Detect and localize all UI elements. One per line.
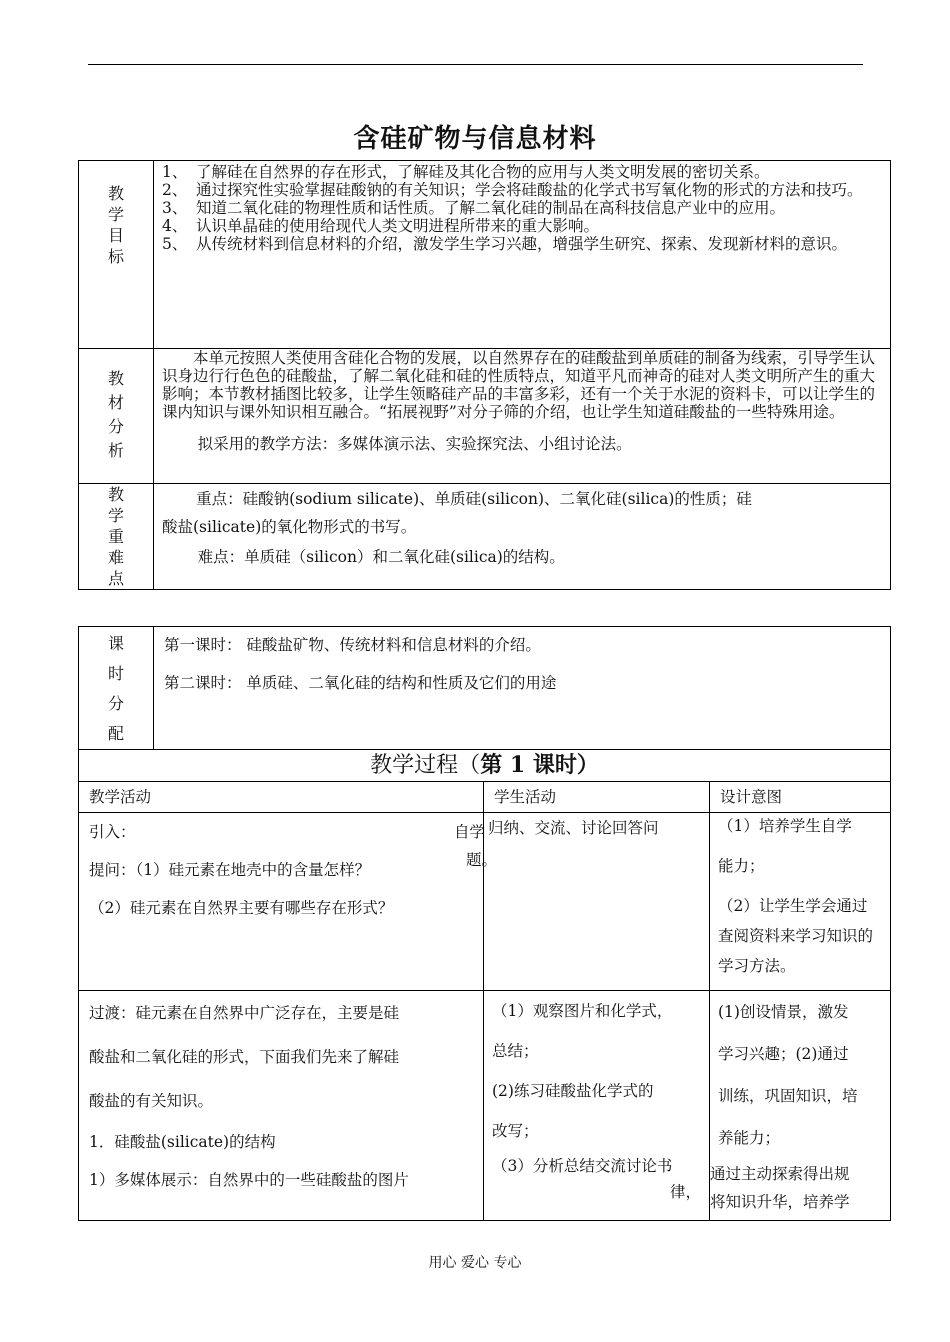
intro-student-cell: [484, 813, 710, 991]
process-table: [78, 626, 891, 1221]
goal-item: 1、 了解硅在自然界的存在形式，了解硅及其化合物的应用与人类文明发展的密切关系。: [162, 163, 770, 181]
schedule-label-cell: [79, 627, 154, 750]
analysis-content: [154, 349, 891, 484]
page-title: 含硅矿物与信息材料: [353, 124, 597, 154]
intro-design-cell: （1）培养学生自学 能力； （2）让学生学会通过查阅资料来学习知识的学习方法。: [710, 813, 891, 991]
teaching-method: 拟采用的教学方法：多媒体演示法、实验探究法、小组讨论法。: [197, 435, 632, 453]
focus-text: 重点：硅酸钠(sodium silicate)、单质硅(silicon)、二氧化硅(silica)的性质；硅: [196, 490, 752, 508]
focus-text-continued: 酸盐(silicate)的氧化物形式的书写。: [162, 518, 417, 536]
spill-text: 自学: [453, 823, 485, 841]
analysis-label: 教材分析: [107, 369, 124, 460]
goal-item: 5、 从传统材料到信息材料的介绍，激发学生学习兴趣，增强学生研究、探索、发现新材料的意识。: [162, 235, 848, 253]
goal-item: 4、 认识单晶硅的使用给现代人类文明进程所带来的重大影响。: [162, 217, 600, 235]
keypoints-content: [154, 484, 891, 590]
lesson-2: 第二课时： 单质硅、二氧化硅的结构和性质及它们的用途: [164, 674, 557, 692]
header-rule: [88, 64, 863, 65]
difficulty-text: 难点：单质硅（silicon）和二氧化硅(silica)的结构。: [197, 548, 565, 566]
analysis-paragraph: 本单元按照人类使用含硅化合物的发展，以自然界存在的硅酸盐到单质硅的制备为线索，引导学生认识身边行行色色的硅酸盐，了解二氧化硅和硅的性质特点，知道平凡而神奇的硅对人类文明所产生的重大影响；本节教材插图比较多，让学生领略硅产品的丰富多彩，还有一个关于水泥的资料卡，可以让学生的课内知识与课外知识相互融合。“拓展视野”对分子筛的介绍，也让学生知道硅酸盐的一些特殊用途。: [162, 349, 876, 421]
lesson-1: 第一课时： 硅酸盐矿物、传统材料和信息材料的介绍。: [164, 636, 541, 654]
process-row-intro: [79, 813, 891, 991]
goals-label-cell: [79, 161, 154, 349]
process-title: 教学过程（第 1 课时）: [79, 750, 891, 782]
goals-content: [154, 161, 891, 349]
page-footer: 用心 爱心 专心: [428, 1255, 522, 1271]
intro-student-text: 归纳、交流、讨论回答问: [488, 819, 659, 837]
header-teaching-activity: 教学活动: [79, 782, 484, 813]
silicate-student-cell: （1）观察图片和化学式， 总结； (2)练习硅酸盐化学式的 改写； （3）分析总结交流讨论书 律，: [484, 991, 710, 1221]
goals-label: 教学目标: [107, 184, 124, 266]
spill-text-2: 题。: [465, 851, 497, 869]
goal-item: 2、 通过探究性实验掌握硅酸钠的有关知识；学会将硅酸盐的化学式书写氧化物的形式的方法和技巧。: [162, 181, 863, 199]
silicate-activity-cell: 过渡：硅元素在自然界中广泛存在，主要是硅 酸盐和二氧化硅的形式，下面我们先来了解硅 酸盐的有关知识。 1．硅酸盐(silicate)的结构 1）多媒体展示：自然界中的一些硅酸盐的图片: [79, 991, 484, 1221]
goals-list: [162, 163, 884, 253]
silicate-design-cell: (1)创设情景，激发 学习兴趣；(2)通过 训练，巩固知识，培 养能力； 通过主动探索得出规 将知识升华，培养学: [710, 991, 891, 1221]
intro-text: 引入：: [89, 823, 136, 841]
schedule-row: [79, 627, 891, 750]
process-title-row: [79, 750, 891, 782]
intro-activity-cell: [79, 813, 497, 991]
intro-question-2: （2）硅元素在自然界主要有哪些存在形式？: [89, 899, 394, 917]
keypoints-label-cell: [79, 484, 154, 590]
analysis-row: [79, 349, 891, 484]
goals-row: [79, 161, 891, 349]
process-header-row: [79, 782, 891, 813]
keypoints-row: [79, 484, 891, 590]
schedule-content: [154, 627, 891, 750]
schedule-label: 课时分配: [107, 634, 124, 743]
goal-item: 3、 知道二氧化硅的物理性质和话性质。了解二氧化硅的制品在高科技信息产业中的应用。: [162, 199, 786, 217]
keypoints-label: 教学重难点: [107, 485, 124, 588]
header-student-activity: 学生活动: [484, 782, 710, 813]
process-row-silicate: [79, 991, 891, 1221]
analysis-label-cell: [79, 349, 154, 484]
overview-table: [78, 160, 891, 590]
header-design-intent: 设计意图: [710, 782, 891, 813]
intro-question-1: 提问：（1）硅元素在地壳中的含量怎样？: [89, 861, 371, 879]
